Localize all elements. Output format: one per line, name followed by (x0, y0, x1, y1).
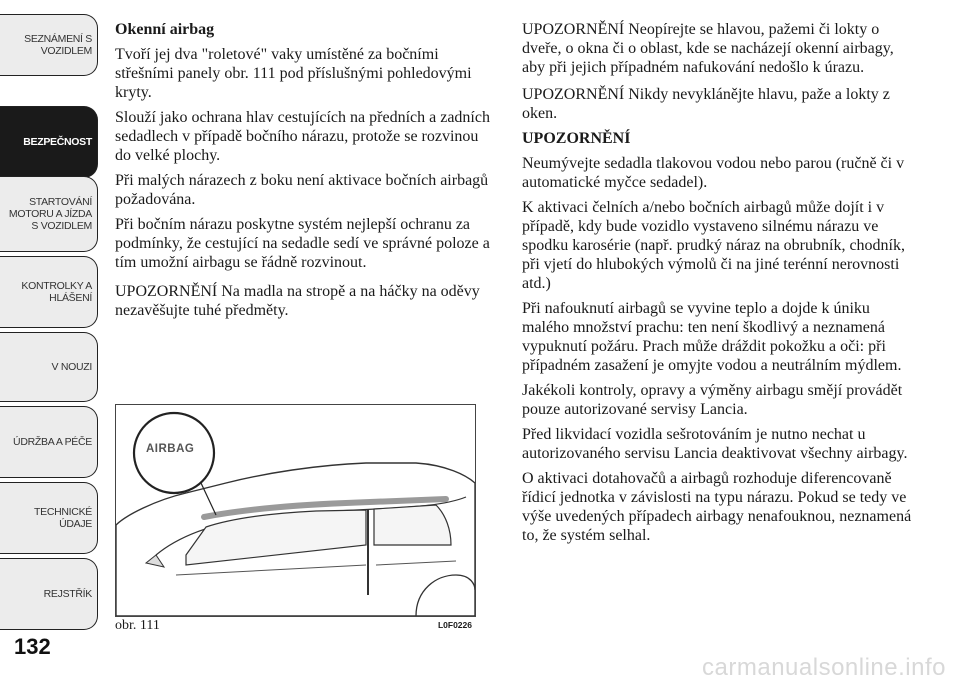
warning-paragraph (115, 282, 495, 320)
warning-paragraph (522, 20, 917, 77)
paragraph: Před likvidací vozidla sešrotováním je nutno nechat u autorizovaného servisu Lancia deaktivovat všechny airbagy. (522, 426, 908, 462)
paragraph: Při nafouknutí airbagů se vyvine teplo a dojde k úniku malého množství prachu: ten není škodlivý a neznamená vypuknutí požáru. Prach může dráždit pokožku a oči: při případném zasažení je omyjte vodou a neutrálním mýdlem. (522, 300, 902, 374)
tab-kontrolky[interactable]: KONTROLKY A HLÁŠENÍ (0, 256, 98, 328)
watermark: carmanualsonline.info (702, 654, 946, 681)
paragraph: Slouží jako ochrana hlav cestujících na předních a zadních sedadlech v případě bočního nárazu, protože se rozvinou do velké plochy. (115, 109, 490, 164)
figure-window-airbag (115, 404, 476, 617)
figure-caption: obr. 111 (115, 618, 160, 633)
page-number: 132 (14, 634, 51, 659)
tab-rejstrik[interactable]: REJSTŘÍK (0, 558, 98, 630)
warning-text: Na madla na stropě a na háčky na oděvy nezavěšujte tuhé předměty. (115, 283, 480, 319)
car-illustration (116, 405, 475, 616)
warning-label: UPOZORNĚNÍ (115, 283, 218, 300)
warning-text: Neopírejte se hlavou, pažemi či lokty o dveře, o okna či o oblast, kde se nacházejí okenní airbagy, aby při jejich případném nafukování nedošlo k úrazu. (522, 21, 894, 76)
paragraph: Neumývejte sedadla tlakovou vodou nebo parou (ručně či v automatické myčce sedadel). (522, 155, 905, 191)
warning-text: Nikdy nevyklánějte hlavu, paže a lokty z oken. (522, 86, 890, 122)
warning-heading: UPOZORNĚNÍ (522, 130, 631, 147)
warning-paragraph (522, 85, 917, 123)
tab-udrzba[interactable]: ÚDRŽBA A PÉČE (0, 406, 98, 478)
airbag-callout-label: AIRBAG (146, 443, 195, 455)
paragraph: Při bočním nárazu poskytne systém nejlepší ochranu za podmínky, že cestující na sedadle sedí ve správné poloze a tím umožní airbagu se řádně rozvinout. (115, 216, 490, 271)
figure-code: L0F0226 (437, 620, 472, 630)
tab-v-nouzi[interactable]: V NOUZI (0, 332, 98, 402)
paragraph: O aktivaci dotahovačů a airbagů rozhoduje diferencovaně řídicí jednotka v závislosti na typu nárazu. Pokud se tedy ve výše uvedených případech airbagy nenafouknou, neznamená to, že systém selhal. (522, 470, 912, 544)
paragraph: Při malých nárazech z boku není aktivace bočních airbagů požadována. (115, 172, 489, 208)
warning-label: UPOZORNĚNÍ (522, 86, 625, 103)
tab-technicke-udaje[interactable]: TECHNICKÉ ÚDAJE (0, 482, 98, 554)
paragraph: Jakékoli kontroly, opravy a výměny airbagu smějí provádět pouze autorizované servisy Lancia. (522, 382, 903, 418)
section-heading: Okenní airbag (115, 21, 215, 38)
tab-bezpecnost[interactable]: BEZPEČNOST (0, 106, 98, 178)
tab-seznameni[interactable]: SEZNÁMENÍ S VOZIDLEM (0, 14, 98, 76)
tab-startovani[interactable]: STARTOVÁNÍ MOTORU A JÍZDA S VOZIDLEM (0, 176, 98, 252)
paragraph: K aktivaci čelních a/nebo bočních airbagů může dojít i v případě, kdy bude vozidlo vystaveno silnému nárazu ve spodku karosérie (např. prudký náraz na obrubník, chodník, při vjetí do hlubokých výmolů či na jiné terénní nerovnosti atd.) (522, 199, 905, 292)
column-right (522, 20, 917, 551)
column-left (115, 20, 495, 326)
paragraph: Tvoří jej dva "roletové" vaky umístěné za bočními střešními panely obr. 111 pod příslušnými pohledovými kryty. (115, 46, 472, 101)
warning-label: UPOZORNĚNÍ (522, 21, 625, 38)
